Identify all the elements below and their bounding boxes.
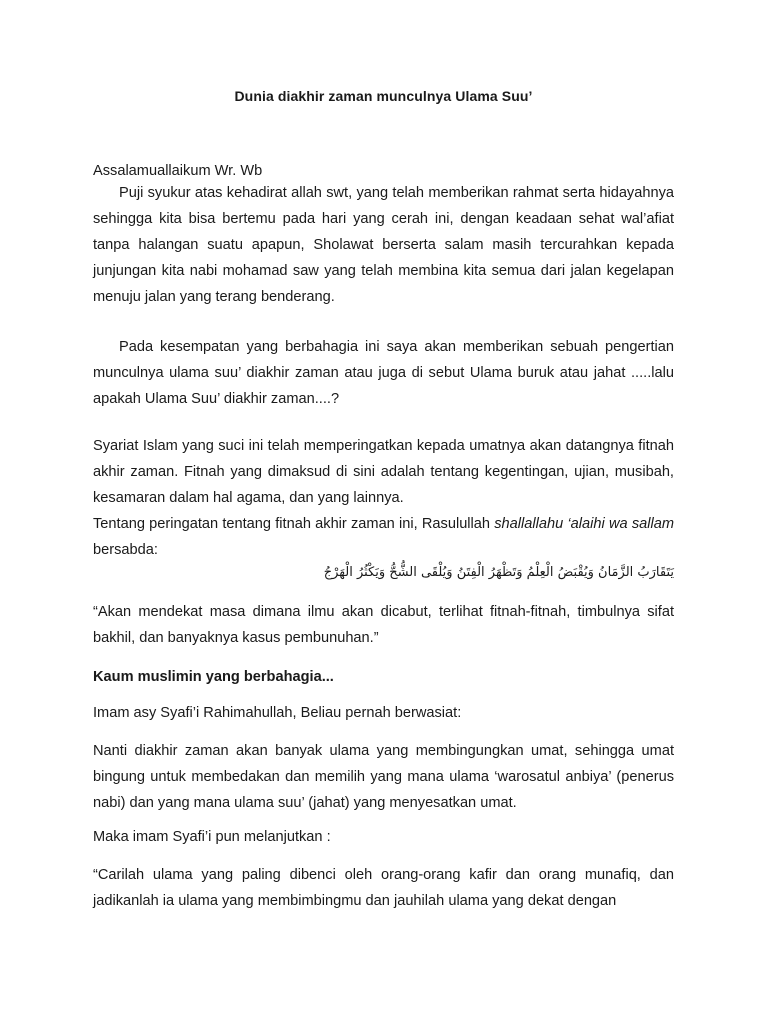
paragraph-intro: Pada kesempatan yang berbahagia ini saya akan memberikan sebuah pengertian munculnya ulama suu’ diakhir zaman atau juga di sebut Ulama buruk atau jahat .....lalu apakah Ulama Suu’ diakhir zaman....? [93, 339, 674, 407]
paragraph-quote: “Carilah ulama yang paling dibenci oleh orang-orang kafir dan orang munafiq, dan jadikanlah ia ulama yang membimbingmu dan jauhilah ulama yang dekat dengan [93, 867, 674, 909]
paragraph-rasulullah [93, 511, 674, 563]
section-heading: Kaum muslimin yang berbahagia... [93, 669, 334, 685]
greeting: Assalamuallaikum Wr. Wb [93, 163, 263, 179]
paragraph-lanjut: Maka imam Syafi’i pun melanjutkan : [93, 829, 331, 845]
arabic-hadith: يَتَقَارَبُ الزَّمَانُ وَيُقْبَضُ الْعِلْمُ وَتَظْهَرُ الْفِتَنُ وَيُلْقَى الشُّحُّ وَيَكْثُرُ الْهَرْجُ [323, 565, 674, 580]
paragraph-rasulullah-end: bersabda: [93, 542, 158, 558]
hadith-translation: “Akan mendekat masa dimana ilmu akan dicabut, terlihat fitnah-fitnah, timbulnya sifat bakhil, dan banyaknya kasus pembunuhan.” [93, 604, 674, 646]
paragraph-rasulullah-start: Tentang peringatan tentang fitnah akhir zaman ini, Rasulullah [93, 516, 495, 532]
paragraph-imam: Imam asy Syafi’i Rahimahullah, Beliau pernah berwasiat: [93, 705, 462, 721]
paragraph-opening: Puji syukur atas kehadirat allah swt, yang telah memberikan rahmat serta hidayahnya sehingga kita bisa bertemu pada hari yang cerah ini, dengan keadaan sehat wal’afiat tanpa halangan suatu apapun, Sholawat berserta salam masih tercurahkan kepada junjungan kita nabi mohamad saw yang telah membina kita semua dari jalan kegelapan menuju jalan yang terang benderang. [93, 185, 674, 305]
document-title: Dunia diakhir zaman munculnya Ulama Suu’ [234, 88, 533, 104]
paragraph-wasiat: Nanti diakhir zaman akan banyak ulama yang membingungkan umat, sehingga umat bingung untuk membedakan dan memilih yang mana ulama ‘warosatul anbiya’ (penerus nabi) dan yang mana ulama suu’ (jahat) yang menyesatkan umat. [93, 743, 674, 811]
paragraph-rasulullah-italic: shallallahu ‘alaihi wa sallam [494, 516, 674, 532]
paragraph-syariat: Syariat Islam yang suci ini telah memperingatkan kepada umatnya akan datangnya fitnah akhir zaman. Fitnah yang dimaksud di sini adalah tentang kegentingan, ujian, musibah, kesamaran dalam hal agama, dan yang lainnya. [93, 438, 674, 506]
